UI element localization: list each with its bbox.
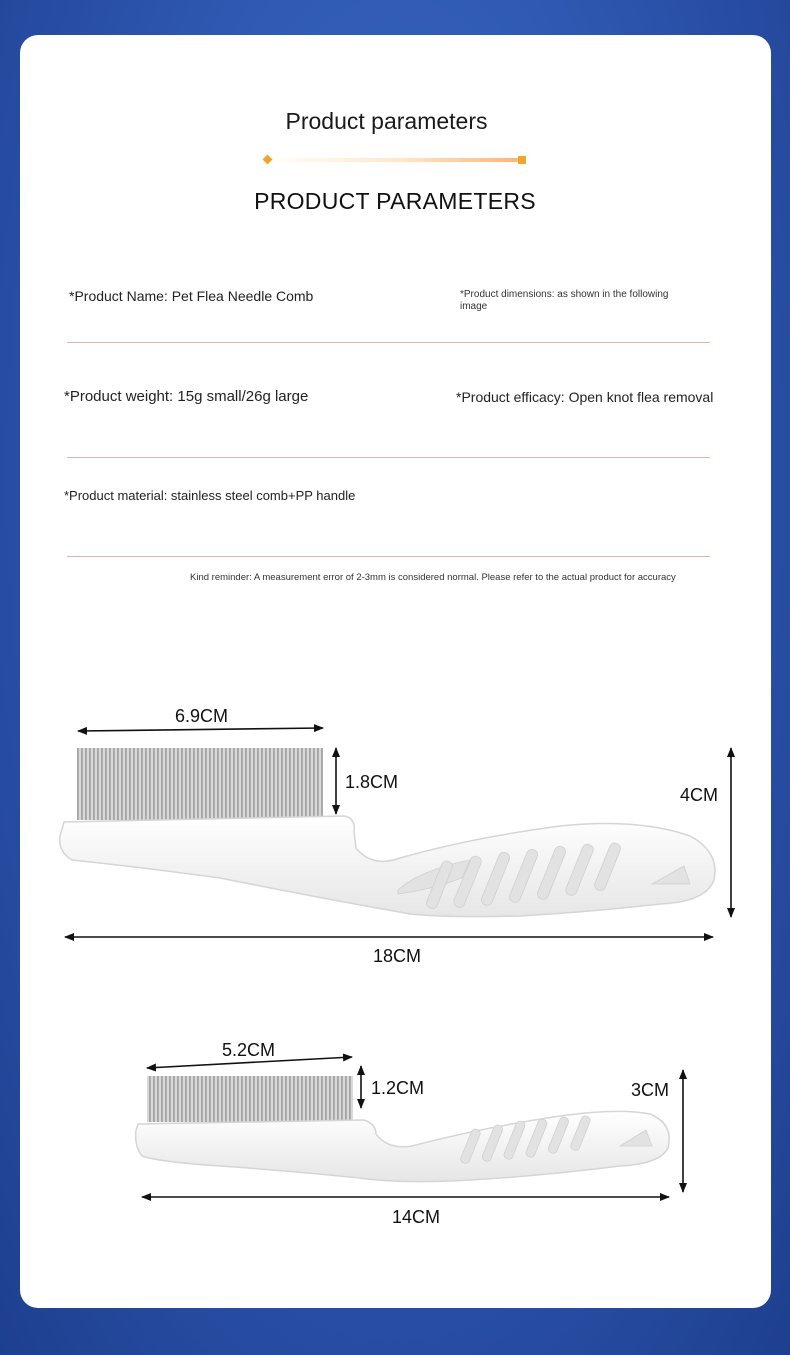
param-product-efficacy: *Product efficacy: Open knot flea removal — [456, 389, 714, 405]
large-comb-length-label: 18CM — [373, 946, 422, 966]
large-comb-teeth-height-label: 1.8CM — [345, 772, 399, 792]
small-comb-length-label: 14CM — [392, 1207, 441, 1227]
small-comb-teeth — [147, 1076, 353, 1122]
large-comb-teeth-width-label: 6.9CM — [175, 706, 229, 726]
small-comb-teeth-width-label: 5.2CM — [222, 1040, 276, 1060]
param-product-material: *Product material: stainless steel comb+PP handle — [64, 488, 356, 503]
param-product-weight: *Product weight: 15g small/26g large — [64, 388, 309, 405]
page-title: Product parameters — [285, 108, 488, 134]
large-comb-handle — [60, 816, 715, 917]
param-product-name: *Product Name: Pet Flea Needle Comb — [69, 288, 314, 304]
large-comb-teeth — [77, 748, 323, 820]
small-comb-teeth-height-label: 1.2CM — [371, 1078, 425, 1098]
large-comb-height-label: 4CM — [680, 785, 719, 805]
section-subtitle: PRODUCT PARAMETERS — [254, 188, 536, 214]
param-product-dimensions: *Product dimensions: as shown in the following image — [460, 289, 669, 312]
large-comb-image — [60, 728, 731, 937]
small-comb-height-label: 3CM — [631, 1080, 670, 1100]
kind-reminder: Kind reminder: A measurement error of 2-3mm is considered normal. Please refer to the actual product for accuracy — [190, 572, 676, 583]
